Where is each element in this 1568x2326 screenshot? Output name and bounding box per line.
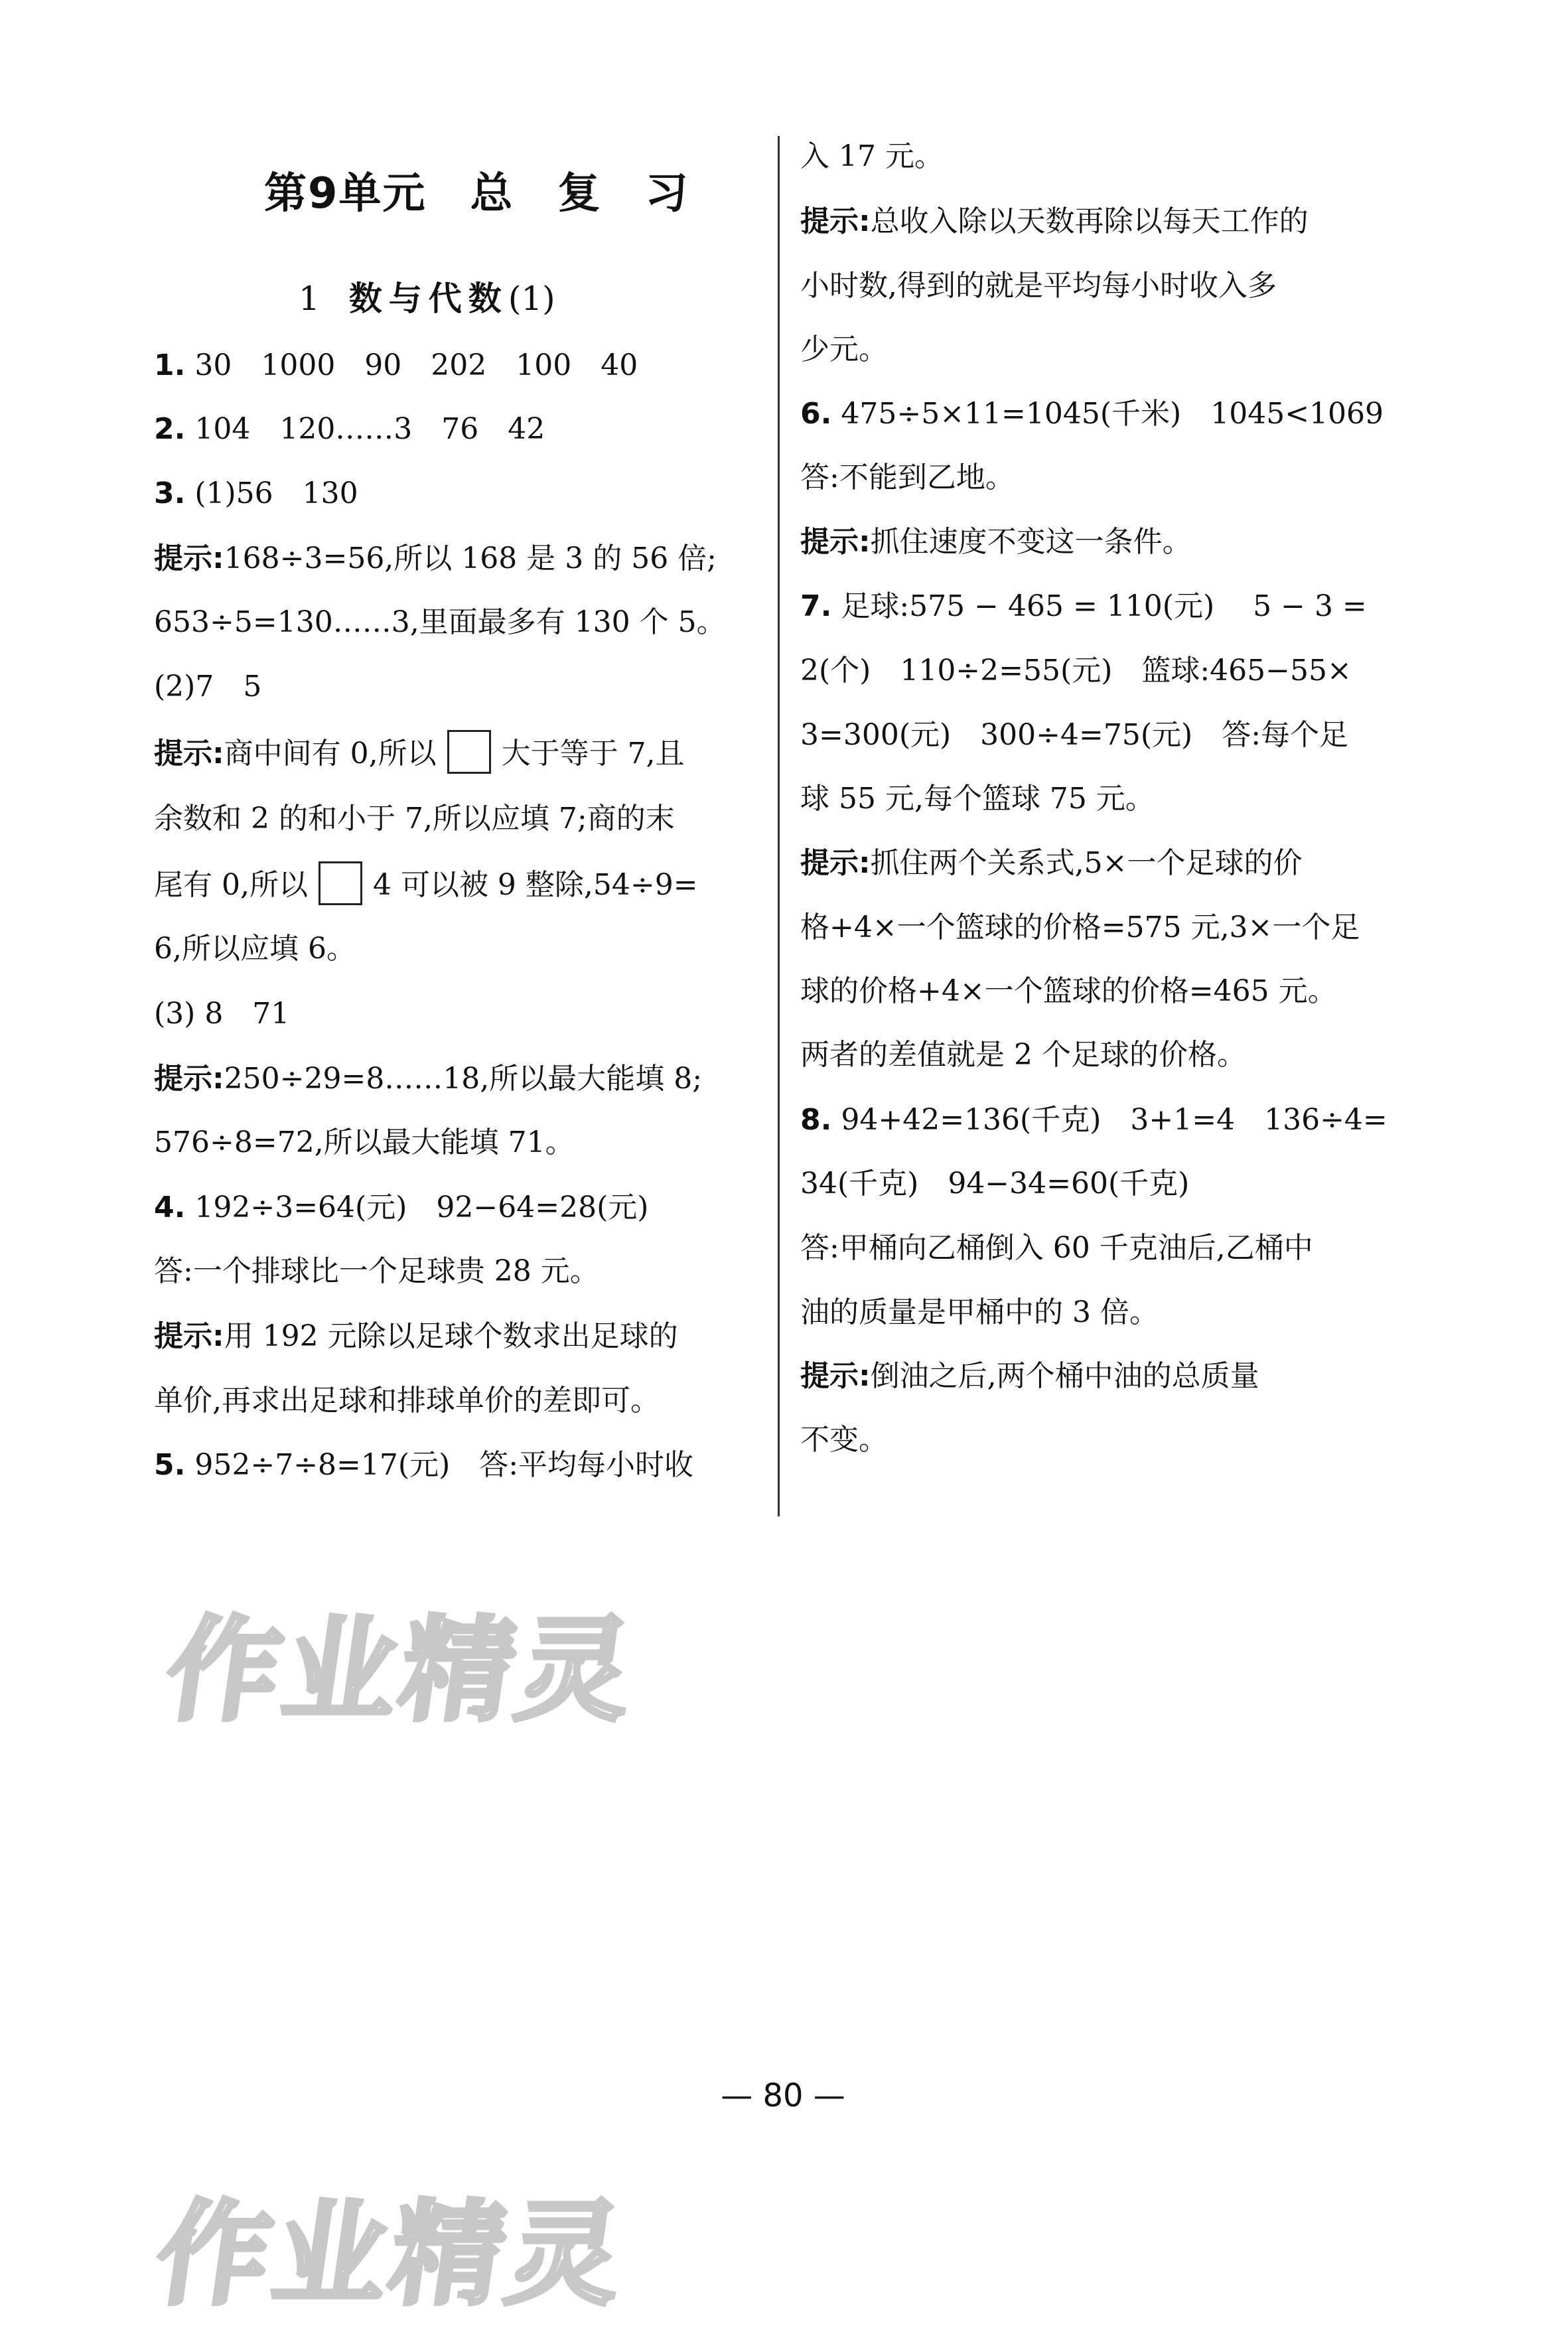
answer-line: 7. 足球:575 − 465 = 110(元) 5 − 3 = <box>800 589 1367 623</box>
answer-line: 球 55 元,每个篮球 75 元。 <box>800 782 1155 816</box>
page-title: 第9单元 总 复 习 <box>264 169 689 218</box>
answer-line: 34(千克) 94−34=60(千克) <box>800 1167 1190 1200</box>
answer-line: 油的质量是甲桶中的 3 倍。 <box>800 1295 1159 1329</box>
hint-line: 提示:商中间有 0,所以 大于等于 7,且 <box>154 735 685 772</box>
hint-line: 提示:168÷3=56,所以 168 是 3 的 56 倍; <box>154 542 717 575</box>
hint-line: 不变。 <box>800 1423 888 1457</box>
hint-line: 球的价格+4×一个篮球的价格=465 元。 <box>800 974 1337 1008</box>
column-divider <box>778 136 780 1516</box>
hint-line: 6,所以应填 6。 <box>154 932 356 966</box>
hint-line: 小时数,得到的就是平均每小时收入多 <box>800 269 1277 303</box>
answer-line: 答:一个排球比一个足球贵 28 元。 <box>154 1254 599 1288</box>
answer-line: 3. (1)56 130 <box>154 476 358 510</box>
answer-line: 1. 30 1000 90 202 100 40 <box>154 348 638 382</box>
answer-line: 入 17 元。 <box>800 139 944 173</box>
watermark: 作业精灵 <box>158 1605 644 1737</box>
answer-line: 答:不能到乙地。 <box>800 461 1015 494</box>
answer-line: 4. 192÷3=64(元) 92−64=28(元) <box>154 1191 649 1224</box>
hint-line: 格+4×一个篮球的价格=575 元,3×一个足 <box>800 910 1360 944</box>
watermark: 作业精灵 <box>148 2189 634 2321</box>
answer-line: 3=300(元) 300÷4=75(元) 答:每个足 <box>800 718 1349 752</box>
answer-line: 8. 94+42=136(千克) 3+1=4 136÷4= <box>800 1103 1388 1137</box>
hint-line: 单价,再求出足球和排球单价的差即可。 <box>154 1384 660 1417</box>
hint-line: 提示:抓住速度不变这一条件。 <box>800 525 1192 559</box>
answer-line: 2(个) 110÷2=55(元) 篮球:465−55× <box>800 654 1352 688</box>
hint-line: 两者的差值就是 2 个足球的价格。 <box>800 1038 1246 1072</box>
hint-line: 余数和 2 的和小于 7,所以应填 7;商的末 <box>154 802 675 836</box>
hint-line: 提示:抓住两个关系式,5×一个足球的价 <box>800 846 1303 880</box>
hint-line: 提示:用 192 元除以足球个数求出足球的 <box>154 1319 678 1353</box>
hint-line: 尾有 0,所以 4 可以被 9 整除,54÷9= <box>154 867 698 904</box>
answer-line: 6. 475÷5×11=1045(千米) 1045<1069 <box>800 397 1384 431</box>
answer-line: 653÷5=130……3,里面最多有 130 个 5。 <box>154 605 726 639</box>
blank-box <box>447 730 491 774</box>
answer-line: 5. 952÷7÷8=17(元) 答:平均每小时收 <box>154 1448 694 1482</box>
answer-line: (3) 8 71 <box>154 997 290 1031</box>
hint-line: 提示:250÷29=8……18,所以最大能填 8; <box>154 1062 703 1096</box>
hint-line: 576÷8=72,所以最大能填 71。 <box>154 1126 575 1159</box>
section-suffix: (1) <box>508 279 555 318</box>
answer-line: 答:甲桶向乙桶倒入 60 千克油后,乙桶中 <box>800 1231 1313 1265</box>
answer-line: (2)7 5 <box>154 670 262 703</box>
section-number: 1 <box>299 279 320 318</box>
page-number: — 80 — <box>721 2077 845 2114</box>
hint-line: 提示:总收入除以天数再除以每天工作的 <box>800 204 1309 238</box>
hint-line: 少元。 <box>800 332 888 366</box>
section-title <box>299 272 555 320</box>
answer-line: 2. 104 120……3 76 42 <box>154 412 545 446</box>
section-name: 数与代数 <box>348 279 508 318</box>
hint-line: 提示:倒油之后,两个桶中油的总质量 <box>800 1359 1259 1393</box>
blank-box <box>319 861 362 905</box>
